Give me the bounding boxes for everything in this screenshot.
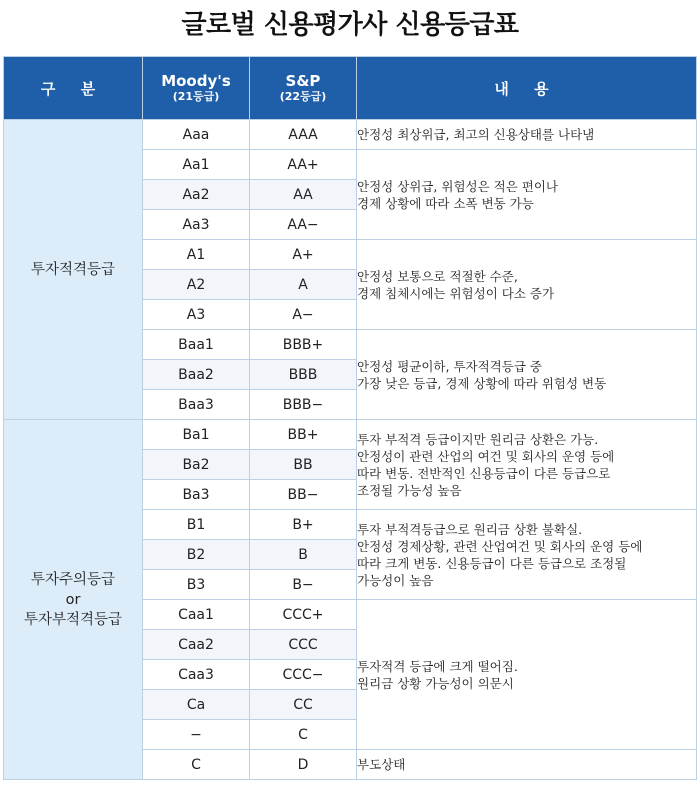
grade-description (357, 420, 697, 510)
description-line: 안정성 평균이하, 투자적격등급 중 (357, 358, 542, 374)
category-label: 투자적격등급 (30, 261, 116, 278)
category-investment (4, 120, 143, 420)
moodys-grade: B3 (143, 570, 250, 600)
moodys-grade: A1 (143, 240, 250, 270)
sp-grade: B+ (250, 510, 357, 540)
moodys-grade: A2 (143, 270, 250, 300)
moodys-grade: Aa3 (143, 210, 250, 240)
grade-description (357, 120, 697, 150)
sp-grade: A− (250, 300, 357, 330)
sp-grade: A+ (250, 240, 357, 270)
description-line: 경제 상황에 따라 소폭 변동 가능 (357, 195, 534, 211)
moodys-grade: C (143, 750, 250, 780)
description-line: 투자 부적격 등급이지만 원리금 상환은 가능. (357, 431, 599, 447)
header-moodys-label: Moody's (161, 72, 231, 90)
description-line: 안정성 상위급, 위험성은 적은 편이나 (357, 178, 558, 194)
header-content: 내 용 (357, 57, 697, 120)
sp-grade: BBB+ (250, 330, 357, 360)
sp-grade: AA (250, 180, 357, 210)
header-moodys (143, 57, 250, 120)
moodys-grade: Baa1 (143, 330, 250, 360)
moodys-grade: Aa1 (143, 150, 250, 180)
header-category: 구 분 (4, 57, 143, 120)
grade-description (357, 150, 697, 240)
header-moodys-sub: (21등급) (172, 90, 220, 103)
sp-grade: D (250, 750, 357, 780)
sp-grade: CCC+ (250, 600, 357, 630)
category-speculative (4, 420, 143, 780)
category-label: 투자주의등급 (30, 571, 116, 588)
grade-description (357, 600, 697, 750)
category-label: or (65, 591, 81, 608)
moodys-grade: Ba1 (143, 420, 250, 450)
sp-grade: BBB (250, 360, 357, 390)
moodys-grade: Baa2 (143, 360, 250, 390)
sp-grade: B− (250, 570, 357, 600)
description-line: 가장 낮은 등급, 경제 상황에 따라 위험성 변동 (357, 375, 607, 391)
moodys-grade: − (143, 720, 250, 750)
sp-grade: AA+ (250, 150, 357, 180)
sp-grade: C (250, 720, 357, 750)
description-line: 부도상태 (357, 757, 406, 772)
description-line: 안정성이 관련 산업의 여건 및 회사의 운영 등에 (357, 448, 615, 464)
description-line: 투자적격 등급에 크게 떨어짐. (357, 658, 518, 674)
description-line: 따라 크게 변동. 신용등급이 다른 등급으로 조정될 (357, 555, 627, 571)
description-line: 가능성이 높음 (357, 572, 434, 588)
sp-grade: CCC (250, 630, 357, 660)
credit-rating-table (3, 56, 697, 780)
sp-grade: AAA (250, 120, 357, 150)
grade-description (357, 330, 697, 420)
grade-description (357, 240, 697, 330)
moodys-grade: B2 (143, 540, 250, 570)
moodys-grade: Caa3 (143, 660, 250, 690)
moodys-grade: Caa2 (143, 630, 250, 660)
sp-grade: AA− (250, 210, 357, 240)
grade-description (357, 510, 697, 600)
grade-description (357, 750, 697, 780)
sp-grade: CCC− (250, 660, 357, 690)
moodys-grade: Caa1 (143, 600, 250, 630)
description-line: 원리금 상황 가능성이 의문시 (357, 675, 514, 691)
sp-grade: B (250, 540, 357, 570)
header-sp-sub: (22등급) (279, 90, 327, 103)
description-line: 조정될 가능성 높음 (357, 482, 462, 498)
moodys-grade: Aaa (143, 120, 250, 150)
sp-grade: CC (250, 690, 357, 720)
header-sp-label: S&P (285, 72, 321, 90)
moodys-grade: B1 (143, 510, 250, 540)
header-sp (250, 57, 357, 120)
page-title: 글로벌 신용평가사 신용등급표 (181, 10, 519, 40)
table-row (4, 120, 697, 150)
description-line: 경제 침체시에는 위험성이 다소 증가 (357, 285, 555, 301)
sp-grade: A (250, 270, 357, 300)
moodys-grade: A3 (143, 300, 250, 330)
moodys-grade: Aa2 (143, 180, 250, 210)
description-line: 따라 변동. 전반적인 신용등급이 다른 등급으로 (357, 465, 611, 481)
moodys-grade: Baa3 (143, 390, 250, 420)
table-row (4, 420, 697, 450)
description-line: 안정성 보통으로 적절한 수준, (357, 268, 518, 284)
moodys-grade: Ca (143, 690, 250, 720)
sp-grade: BB+ (250, 420, 357, 450)
description-line: 안정성 경제상황, 관련 산업여건 및 회사의 운영 등에 (357, 538, 643, 554)
sp-grade: BB (250, 450, 357, 480)
sp-grade: BBB− (250, 390, 357, 420)
category-label: 투자부적격등급 (23, 611, 123, 628)
moodys-grade: Ba3 (143, 480, 250, 510)
description-line: 안정성 최상위급, 최고의 신용상태를 나타냄 (357, 127, 595, 142)
sp-grade: BB− (250, 480, 357, 510)
description-line: 투자 부적격등급으로 원리금 상환 불확실. (357, 521, 583, 537)
table-header-row (4, 57, 697, 120)
table-body (4, 120, 697, 780)
moodys-grade: Ba2 (143, 450, 250, 480)
